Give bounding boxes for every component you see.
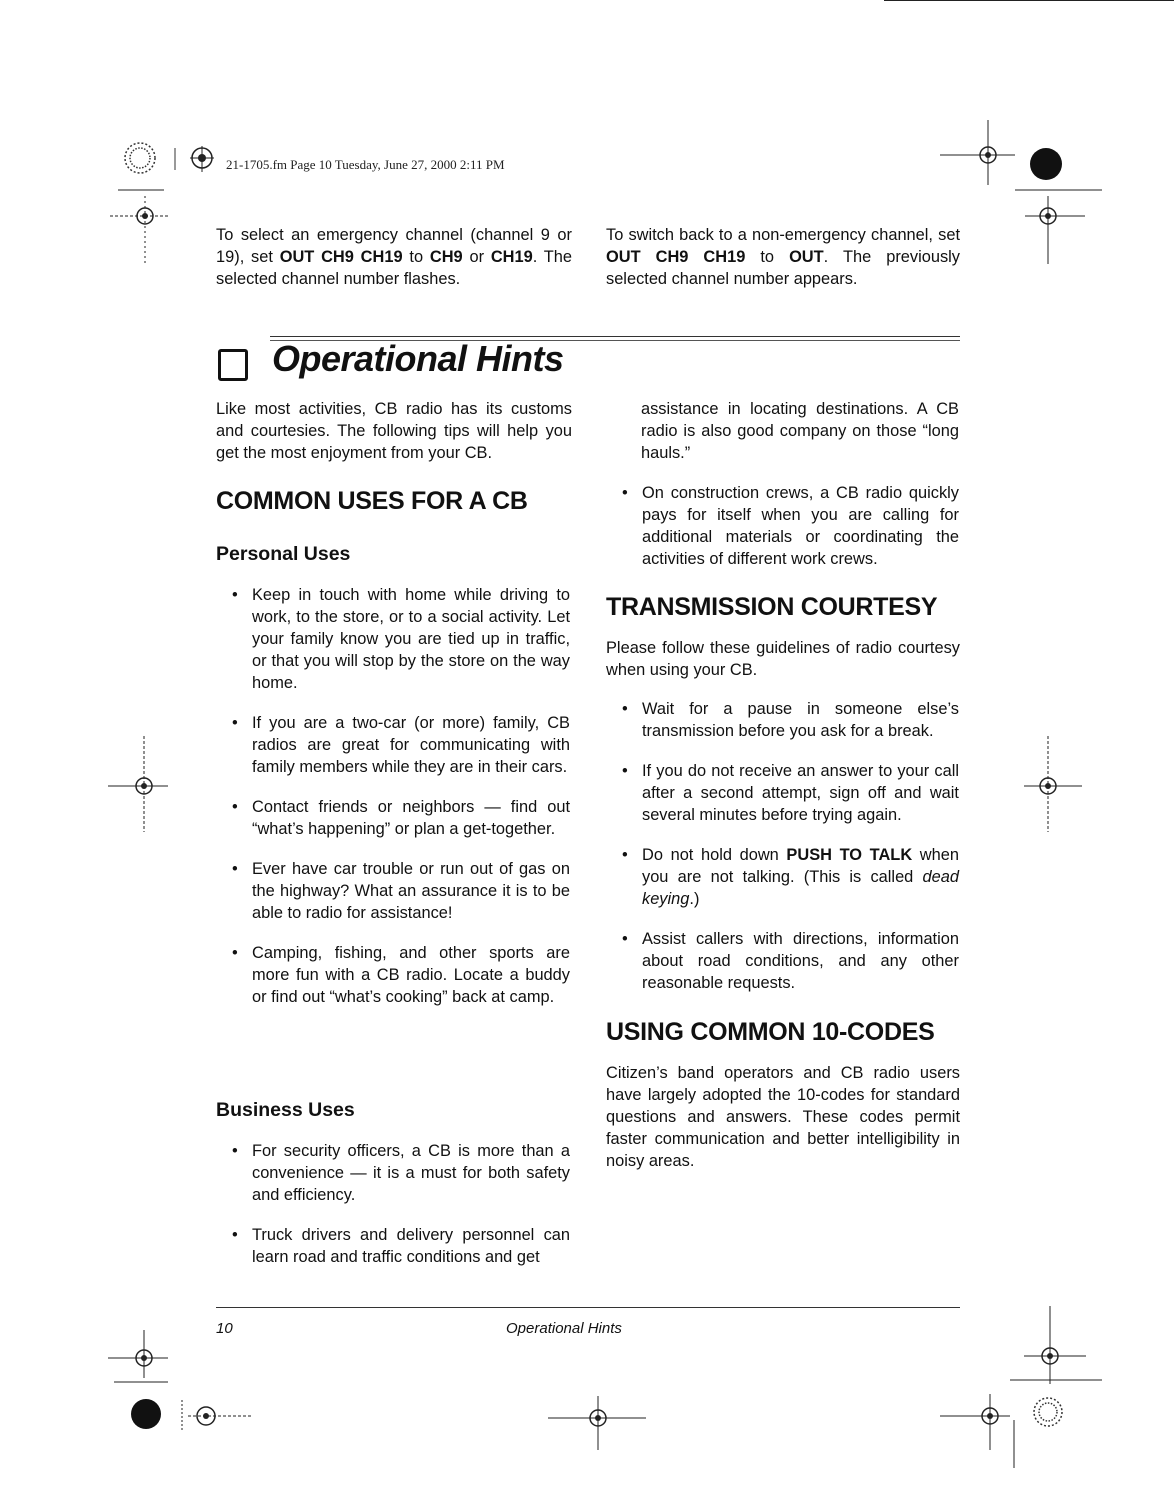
list-item: • Wait for a pause in someone else’s transmission before you ask for a break. [622,698,959,742]
registration-mark-icon [188,144,224,180]
non-emergency-channel-paragraph: To switch back to a non-emergency channel, set OUT CH9 CH19 to OUT. The previously selected channel number appears. [606,226,961,288]
list-item: • If you are a two-car (or more) family, CB radios are great for communicating with family members while they are in their cars. [232,712,570,778]
courtesy-list [622,698,959,994]
list-item: • If you do not receive an answer to your call after a second attempt, sign off and wait several minutes before trying again. [622,760,959,826]
registration-mark-icon [104,736,174,836]
common-uses-heading: COMMON USES FOR A CB [216,487,528,515]
list-item: • Ever have car trouble or run out of gas on the highway? What an assurance it is to be able to radio for assistance! [232,858,570,924]
list-item: • Camping, fishing, and other sports are more fun with a CB radio. Locate a buddy or find out “what’s cooking” back at camp. [232,942,570,1008]
registration-mark-icon [110,186,170,270]
header-slug: 21-1705.fm Page 10 Tuesday, June 27, 2000 2:11 PM [226,157,505,172]
list-item: • Do not hold down PUSH TO TALK when you are not talking. (This is called dead keying.) [622,844,959,910]
registration-mark-icon [120,138,180,178]
list-item: • On construction crews, a CB radio quickly pays for itself when you are calling for additional materials or coordinating the activities of different work crews. [622,482,959,570]
registration-mark-icon [104,1330,174,1390]
business-uses-list [232,1140,570,1268]
ten-codes-text: Citizen’s band operators and CB radio users have largely adopted the 10-codes for standard questions and answers. These codes permit faster communication and better intelligibility in noisy areas. [606,1064,960,1170]
personal-uses-list [232,584,570,1008]
registration-mark-icon [940,1390,1074,1470]
registration-mark-icon [126,1392,256,1436]
section-title: Operational Hints [272,338,564,379]
registration-mark-icon [940,120,1020,200]
registration-mark-icon [1024,142,1068,186]
courtesy-intro: Please follow these guidelines of radio courtesy when using your CB. [606,639,960,679]
transmission-courtesy-heading: TRANSMISSION COURTESY [606,593,938,621]
section-intro: Like most activities, CB radio has its customs and courtesies. The following tips will help you get the most enjoyment from your CB. [216,400,572,462]
footer-section-title: Operational Hints [506,1320,622,1337]
footer-rule [216,1307,960,1308]
page-number: 10 [216,1320,233,1337]
business-item-continued: assistance in locating destinations. A CB radio is also good company on those “long hauls.” [641,400,959,462]
section-rule [270,336,960,337]
top-right-corner-line [884,0,1174,1]
registration-mark-icon [1010,186,1102,270]
emergency-channel-paragraph: To select an emergency channel (channel 9 or 19), set OUT CH9 CH19 to CH9 or CH19. The selected channel number flashes. [216,226,573,288]
personal-uses-heading: Personal Uses [216,543,351,565]
checkbox-square-icon [218,349,248,381]
list-item: • Assist callers with directions, information about road conditions, and any other reasonable requests. [622,928,959,994]
registration-mark-icon [1010,1300,1102,1390]
ten-codes-heading: USING COMMON 10-CODES [606,1018,935,1046]
registration-mark-icon [548,1396,648,1452]
list-item: • Contact friends or neighbors — find out “what’s happening” or plan a get-together. [232,796,570,840]
list-item: • Keep in touch with home while driving to work, to the store, or to a social activity. Let your family know you are tied up in traffic, or that you will stop by the store on the way home. [232,584,570,694]
registration-mark-icon [1004,736,1084,836]
list-item: • For security officers, a CB is more than a convenience — it is a must for both safety and efficiency. [232,1140,570,1206]
list-item: • Truck drivers and delivery personnel can learn road and traffic conditions and get [232,1224,570,1268]
business-uses-heading: Business Uses [216,1099,355,1121]
business-uses-list-continued [622,482,959,570]
